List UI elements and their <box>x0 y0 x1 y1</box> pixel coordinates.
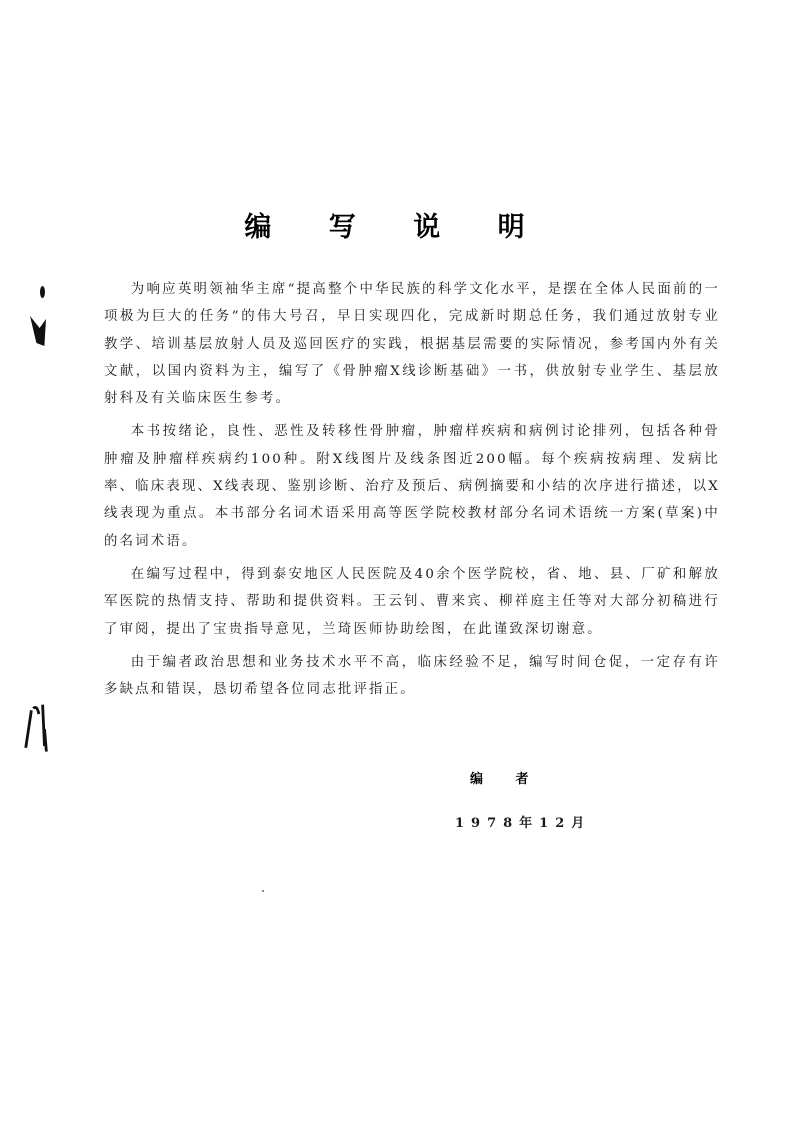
preface-body <box>104 276 720 709</box>
scan-artifact-mark <box>40 286 45 298</box>
page-title: 编 写 说 明 <box>244 212 549 243</box>
publication-date: 1978年12月 <box>455 816 592 831</box>
author-signature: 编 者 <box>470 772 543 787</box>
paragraph-4: 由于编者政治思想和业务技术水平不高，临床经验不足，编写时间仓促，一定存有许多缺点和错误，恳切希望各位同志批评指正。 <box>104 654 720 698</box>
handwritten-mark-icon <box>22 700 52 760</box>
paragraph-1: 为响应英明领袖华主席“提高整个中华民族的科学文化水平，是摆在全体人民面前的一项极为巨大的任务”的伟大号召，早日实现四化，完成新时期总任务，我们通过放射专业教学、培训基层放射人员及巡回医疗的实践，根据基层需要的实际情况，参考国内外有关文献，以国内资料为主，编写了《骨肿瘤X线诊断基础》一书，供放射专业学生、基层放射科及有关临床医生参考。 <box>104 282 720 407</box>
scan-artifact-mark <box>30 316 46 346</box>
scan-speck <box>262 890 264 892</box>
paragraph-2: 本书按绪论，良性、恶性及转移性骨肿瘤，肿瘤样疾病和病例讨论排列，包括各种骨肿瘤及肿瘤样疾病约100种。附X线图片及线条图近200幅。每个疾病按病理、发病比率、临床表现、X线表现、鉴别诊断、治疗及预后、病例摘要和小结的次序进行描述，以X线表现为重点。本书部分名词术语采用高等医学院校教材部分名词术语统一方案(草案)中的名词术语。 <box>104 424 720 549</box>
paragraph-3: 在编写过程中，得到泰安地区人民医院及40余个医学院校，省、地、县、厂矿和解放军医院的热情支持、帮助和提供资料。王云钊、曹来宾、柳祥庭主任等对大部分初稿进行了审阅，提出了宝贵指导意见，兰琦医师协助绘图，在此谨致深切谢意。 <box>104 566 720 637</box>
